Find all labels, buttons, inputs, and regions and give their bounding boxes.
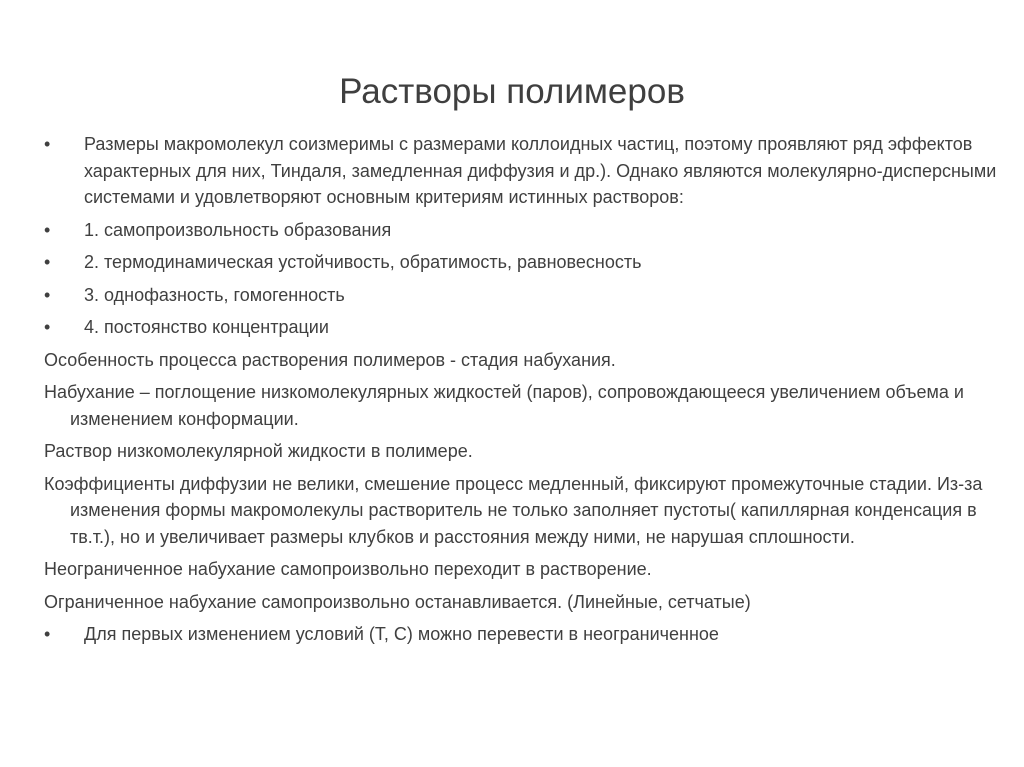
slide-body <box>44 131 1004 654</box>
paragraph: Коэффициенты диффузии не велики, смешение процесс медленный, фиксируют промежуточные стадии. Из-за изменения формы макромолекулы растворитель не только заполняет пустоты( капиллярная конденсация в тв.т.), но и увеличивает размеры клубков и расстояния между ними, не нарушая сплошности. <box>44 473 983 547</box>
bullet-text: 4. постоянство концентрации <box>84 317 329 337</box>
bullet-item <box>44 314 1004 341</box>
bullet-text: 1. самопроизвольность образования <box>84 219 392 240</box>
bullet-dot: • <box>44 252 51 272</box>
bullet-item <box>44 282 1004 309</box>
bullet-text: 2. термодинамическая устойчивость, обратимость, равновесность <box>84 252 642 272</box>
bullet-text: 3. однофазность, гомогенность <box>84 284 345 305</box>
paragraph: Набухание – поглощение низкомолекулярных жидкостей (паров), сопровождающееся увеличением объема и изменением конформации. <box>44 382 964 429</box>
paragraph: Особенность процесса растворения полимеров - стадия набухания. <box>44 349 616 370</box>
paragraph: Раствор низкомолекулярной жидкости в полимере. <box>44 441 473 461</box>
bullet-dot: • <box>44 134 51 154</box>
bullet-item <box>44 131 1004 211</box>
bullet-text: Размеры макромолекул соизмеримы с размерами коллоидных частиц, поэтому проявляют ряд эффектов характерных для них, Тиндаля, замедленная диффузия и др.). Однако являются молекулярно-дисперсными системами и удовлетворяют основным критериям истинных растворов: <box>84 134 997 207</box>
bullet-dot: • <box>44 624 51 644</box>
paragraph: Ограниченное набухание самопроизвольно останавливается. (Линейные, сетчатые) <box>44 591 751 612</box>
slide-title: Растворы полимеров <box>339 72 685 111</box>
bullet-item <box>44 249 1004 276</box>
bullet-dot: • <box>44 317 51 337</box>
bullet-dot: • <box>44 284 51 305</box>
bullet-item <box>44 217 1004 244</box>
paragraph: Неограниченное набухание самопроизвольно переходит в растворение. <box>44 559 652 579</box>
bullet-item <box>44 621 1004 648</box>
bullet-dot: • <box>44 219 51 240</box>
bullet-text: Для первых изменением условий (Т, С) можно перевести в неограниченное <box>84 624 719 644</box>
